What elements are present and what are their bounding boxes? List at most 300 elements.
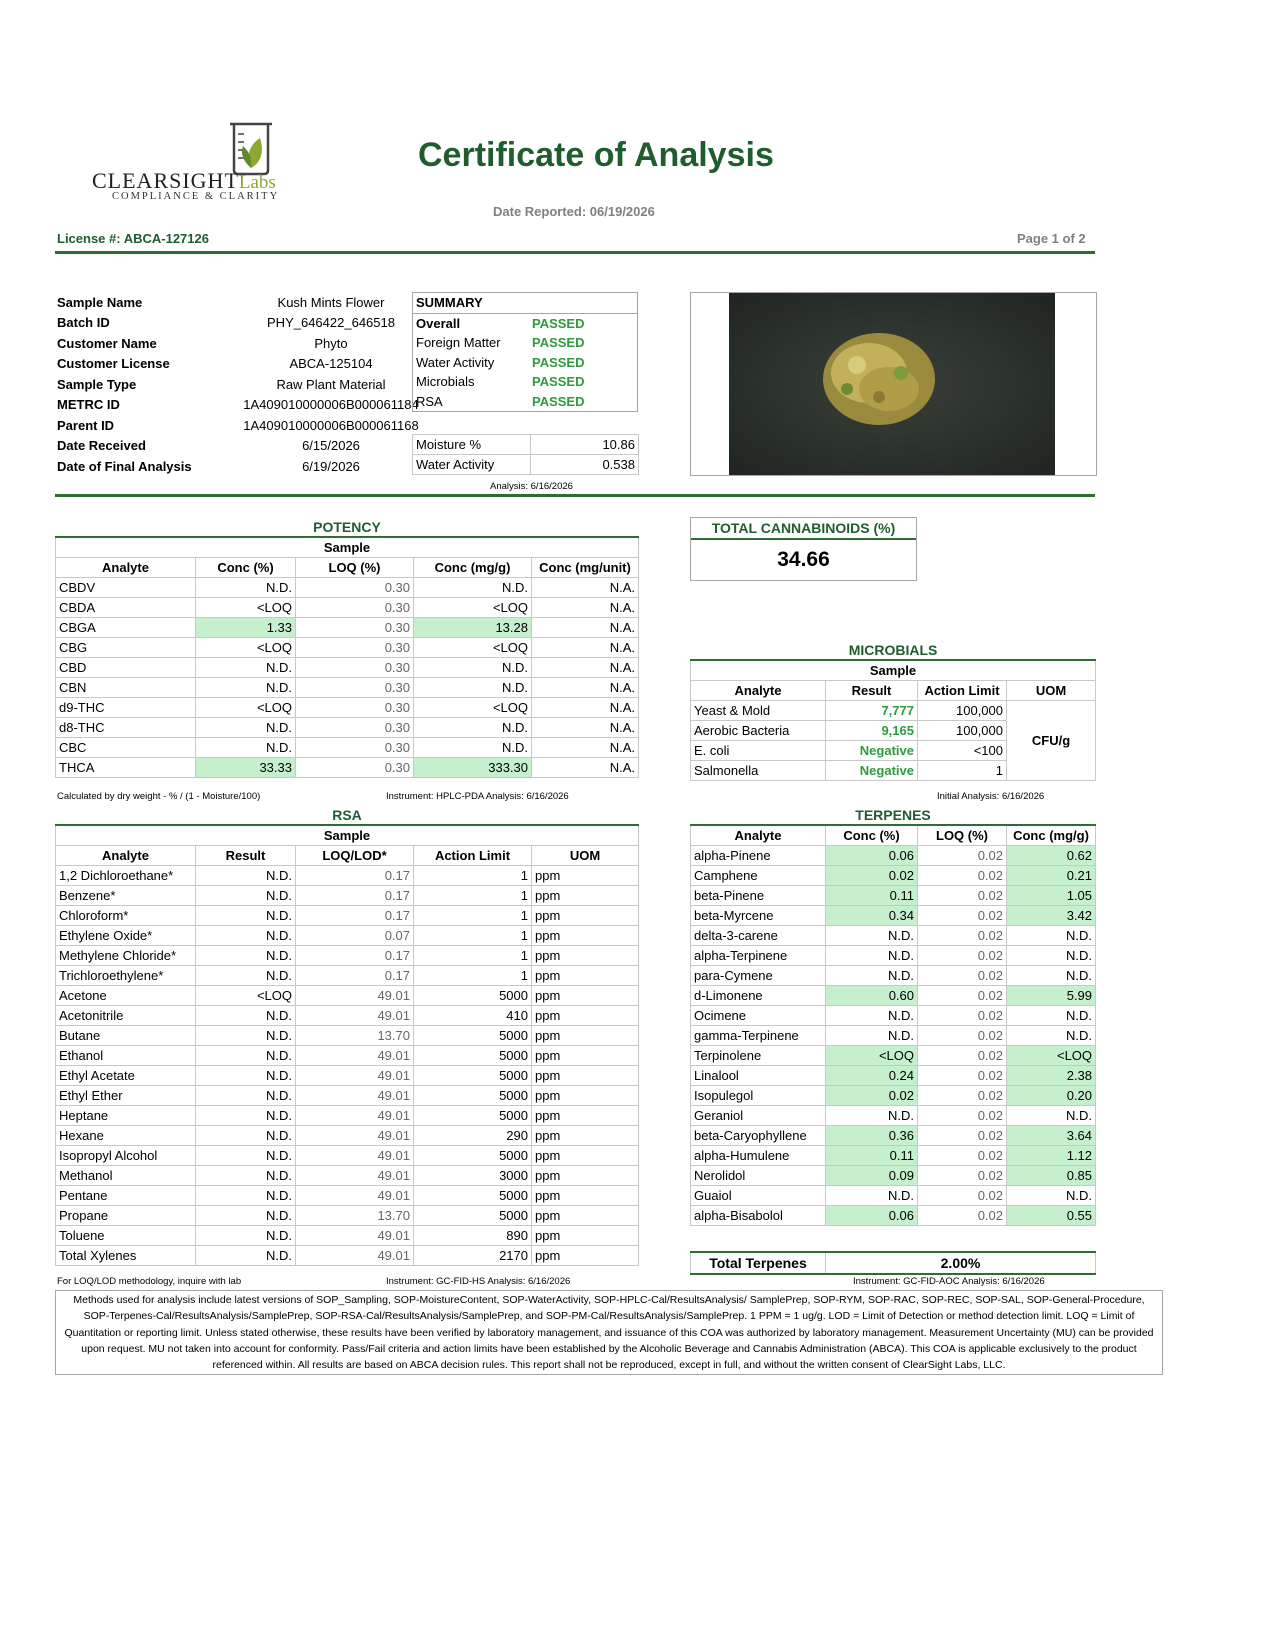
- total-cannabinoids-title: TOTAL CANNABINOIDS (%): [691, 518, 916, 540]
- rsa-limit: 890: [414, 1226, 532, 1246]
- rsa-analyte: Acetonitrile: [56, 1006, 196, 1026]
- potency-mgg: <LOQ: [414, 598, 532, 618]
- terpenes-mgg: 0.21: [1007, 866, 1096, 886]
- terpenes-col-header: Analyte: [691, 825, 826, 846]
- terpenes-conc: 0.11: [826, 1146, 918, 1166]
- terpenes-analyte: Linalool: [691, 1066, 826, 1086]
- rsa-limit: 410: [414, 1006, 532, 1026]
- rsa-loq: 49.01: [296, 1126, 414, 1146]
- terpenes-analyte: alpha-Humulene: [691, 1146, 826, 1166]
- terpenes-loq: 0.02: [918, 906, 1007, 926]
- rsa-uom: ppm: [532, 1186, 639, 1206]
- potency-conc: 1.33: [196, 618, 296, 638]
- potency-analyte: CBG: [56, 638, 196, 658]
- rsa-result: N.D.: [196, 1106, 296, 1126]
- header-rule: [55, 251, 1095, 254]
- page-title: Certificate of Analysis: [418, 136, 774, 174]
- microbials-col-header: Result: [826, 681, 918, 701]
- terpenes-row: [691, 866, 1096, 886]
- potency-mg-unit: N.A.: [532, 638, 639, 658]
- rsa-result: N.D.: [196, 866, 296, 886]
- potency-mgg: N.D.: [414, 718, 532, 738]
- summary-row: [413, 353, 638, 373]
- terpenes-mgg: N.D.: [1007, 926, 1096, 946]
- terpenes-col-header: Conc (mg/g): [1007, 825, 1096, 846]
- potency-loq: 0.30: [296, 738, 414, 758]
- microbials-limit: 100,000: [918, 721, 1007, 741]
- rsa-result: N.D.: [196, 1186, 296, 1206]
- rsa-row: [56, 986, 639, 1006]
- rsa-limit: 1: [414, 906, 532, 926]
- potency-mg-unit: N.A.: [532, 698, 639, 718]
- potency-mgg: N.D.: [414, 658, 532, 678]
- info-value: 1A409010000006B000061184: [243, 397, 419, 413]
- rsa-col-header: Analyte: [56, 846, 196, 866]
- rsa-row: [56, 1226, 639, 1246]
- terpenes-mgg: N.D.: [1007, 946, 1096, 966]
- logo-wordmark: CLEARSIGHTLabs: [92, 168, 276, 193]
- summary-status: PASSED: [532, 315, 585, 331]
- rsa-limit: 5000: [414, 1046, 532, 1066]
- rsa-limit: 3000: [414, 1166, 532, 1186]
- terpenes-loq: 0.02: [918, 886, 1007, 906]
- terpenes-row: [691, 986, 1096, 1006]
- rsa-note-right: Instrument: GC-FID-HS Analysis: 6/16/2026: [386, 1276, 571, 1287]
- summary-label: RSA: [416, 393, 443, 409]
- flower-bud-icon: [729, 293, 1055, 475]
- rsa-analyte: Toluene: [56, 1226, 196, 1246]
- potency-mgg: N.D.: [414, 578, 532, 598]
- terpenes-analyte: para-Cymene: [691, 966, 826, 986]
- rsa-analyte: Total Xylenes: [56, 1246, 196, 1266]
- rsa-loq: 13.70: [296, 1206, 414, 1226]
- terpenes-mgg: 0.62: [1007, 846, 1096, 866]
- terpenes-row: [691, 1126, 1096, 1146]
- summary-heading: SUMMARY: [413, 293, 638, 314]
- potency-title: POTENCY: [56, 517, 639, 537]
- terpenes-row: [691, 1186, 1096, 1206]
- rsa-row: [56, 886, 639, 906]
- potency-mgg: <LOQ: [414, 638, 532, 658]
- potency-analyte: THCA: [56, 758, 196, 778]
- rsa-row: [56, 866, 639, 886]
- water-activity-value: 0.538: [531, 455, 639, 475]
- summary-label: Foreign Matter: [416, 335, 501, 351]
- potency-analyte: CBD: [56, 658, 196, 678]
- terpenes-loq: 0.02: [918, 1026, 1007, 1046]
- summary-analysis-note: Analysis: 6/16/2026: [490, 481, 573, 492]
- terpenes-conc: 0.09: [826, 1166, 918, 1186]
- terpenes-col-header: LOQ (%): [918, 825, 1007, 846]
- terpenes-analyte: beta-Caryophyllene: [691, 1126, 826, 1146]
- rsa-result: N.D.: [196, 1006, 296, 1026]
- rsa-analyte: Ethyl Acetate: [56, 1066, 196, 1086]
- microbials-analyte: Aerobic Bacteria: [691, 721, 826, 741]
- rsa-result: N.D.: [196, 1046, 296, 1066]
- rsa-row: [56, 1206, 639, 1226]
- terpenes-loq: 0.02: [918, 986, 1007, 1006]
- terpenes-analyte: delta-3-carene: [691, 926, 826, 946]
- total-cannabinoids-value: 34.66: [777, 548, 830, 571]
- microbials-row: [691, 701, 1096, 721]
- terpenes-analyte: alpha-Bisabolol: [691, 1206, 826, 1226]
- rsa-limit: 5000: [414, 1186, 532, 1206]
- rsa-table: [55, 805, 639, 1266]
- page-number: Page 1 of 2: [1017, 231, 1086, 246]
- rsa-col-header: UOM: [532, 846, 639, 866]
- info-label: Date of Final Analysis: [57, 458, 192, 474]
- terpenes-mgg: <LOQ: [1007, 1046, 1096, 1066]
- rsa-row: [56, 926, 639, 946]
- potency-analyte: CBDA: [56, 598, 196, 618]
- rsa-row: [56, 1026, 639, 1046]
- microbials-analyte: E. coli: [691, 741, 826, 761]
- rsa-row: [56, 906, 639, 926]
- logo: [92, 122, 282, 204]
- potency-analyte: d9-THC: [56, 698, 196, 718]
- license-number: License #: ABCA-127126: [57, 231, 209, 246]
- microbials-analyte: Yeast & Mold: [691, 701, 826, 721]
- rsa-analyte: Ethanol: [56, 1046, 196, 1066]
- info-label: Sample Name: [57, 294, 143, 310]
- rsa-uom: ppm: [532, 886, 639, 906]
- potency-analyte: CBDV: [56, 578, 196, 598]
- potency-mg-unit: N.A.: [532, 718, 639, 738]
- terpenes-loq: 0.02: [918, 1186, 1007, 1206]
- rsa-loq: 49.01: [296, 1186, 414, 1206]
- terpenes-analyte: Geraniol: [691, 1106, 826, 1126]
- rsa-uom: ppm: [532, 1026, 639, 1046]
- summary-status: PASSED: [532, 374, 585, 390]
- terpenes-conc: N.D.: [826, 1186, 918, 1206]
- info-label: Sample Type: [57, 376, 137, 392]
- terpenes-row: [691, 1166, 1096, 1186]
- rsa-loq: 0.17: [296, 906, 414, 926]
- date-reported: Date Reported: 06/19/2026: [493, 204, 655, 219]
- rsa-loq: 49.01: [296, 1086, 414, 1106]
- rsa-result: N.D.: [196, 906, 296, 926]
- microbials-title: MICROBIALS: [691, 640, 1096, 660]
- potency-loq: 0.30: [296, 578, 414, 598]
- rsa-uom: ppm: [532, 1166, 639, 1186]
- rsa-limit: 1: [414, 946, 532, 966]
- sample-photo-frame: [690, 292, 1097, 476]
- rsa-uom: ppm: [532, 1066, 639, 1086]
- rsa-loq: 49.01: [296, 1246, 414, 1266]
- potency-analyte: d8-THC: [56, 718, 196, 738]
- microbials-table: [690, 640, 1096, 781]
- potency-loq: 0.30: [296, 698, 414, 718]
- info-label: Date Received: [57, 438, 146, 454]
- rsa-uom: ppm: [532, 1006, 639, 1026]
- rsa-row: [56, 1066, 639, 1086]
- terpenes-row: [691, 1006, 1096, 1026]
- terpenes-conc: N.D.: [826, 946, 918, 966]
- terpenes-mgg: 2.38: [1007, 1066, 1096, 1086]
- methods-disclaimer: Methods used for analysis include latest versions of SOP_Sampling, SOP-MoistureContent, SOP-WaterActivity, SOP-HPLC-Cal/ResultsAnalysis/ SamplePrep, SOP-RYM, SOP-RAC, SOP-REC, SOP-SAL, SOP-General-Procedure, SOP-Terpenes-Cal/ResultsAnalysis/SamplePrep, SOP-RSA-Cal/ResultsAnalysis/SamplePrep, and SOP-PM-Cal/ResultsAnalysis/SamplePrep. 1 PPM = 1 ug/g. LOD = Limit of Detection or method detection limit. LOQ = Limit of Quantitation or reporting limit. Unless stated otherwise, these results have been verified by laboratory management, and issuance of this COA was authorized by laboratory management. Measurement Uncertainty (MU) can be provided upon request. MU not taken into account for conformity. Pass/Fail criteria and action limits have been established by the Alcoholic Beverage and Cannabis Administration (ABCA). This COA is applicable exclusively to the product referenced within. All results are based on ABCA decision rules. This report shall not be reproduced, except in full, and without the written consent of ClearSight Labs, LLC.: [55, 1290, 1163, 1375]
- summary-row: [413, 333, 638, 353]
- moisture-value: 10.86: [531, 435, 639, 455]
- rsa-result: N.D.: [196, 926, 296, 946]
- terpenes-loq: 0.02: [918, 866, 1007, 886]
- rsa-uom: ppm: [532, 926, 639, 946]
- rsa-result: N.D.: [196, 1226, 296, 1246]
- rsa-limit: 5000: [414, 986, 532, 1006]
- sample-info-row: [55, 374, 453, 395]
- rsa-analyte: Acetone: [56, 986, 196, 1006]
- rsa-loq: 49.01: [296, 1006, 414, 1026]
- terpenes-row: [691, 1206, 1096, 1226]
- potency-row: [56, 758, 639, 778]
- potency-col-header: LOQ (%): [296, 558, 414, 578]
- terpenes-mgg: 3.42: [1007, 906, 1096, 926]
- potency-analyte: CBC: [56, 738, 196, 758]
- terpenes-loq: 0.02: [918, 966, 1007, 986]
- terpenes-note: Instrument: GC-FID-AOC Analysis: 6/16/2026: [853, 1276, 1045, 1287]
- info-value: PHY_646422_646518: [267, 315, 395, 331]
- rsa-limit: 1: [414, 866, 532, 886]
- terpenes-conc: 0.34: [826, 906, 918, 926]
- potency-col-header: Conc (%): [196, 558, 296, 578]
- terpenes-col-header: Conc (%): [826, 825, 918, 846]
- terpenes-loq: 0.02: [918, 1086, 1007, 1106]
- terpenes-conc: 0.11: [826, 886, 918, 906]
- info-value: 6/19/2026: [302, 458, 360, 474]
- rsa-result: N.D.: [196, 966, 296, 986]
- terpenes-loq: 0.02: [918, 946, 1007, 966]
- terpenes-analyte: Terpinolene: [691, 1046, 826, 1066]
- terpenes-conc: 0.36: [826, 1126, 918, 1146]
- microbials-analyte: Salmonella: [691, 761, 826, 781]
- rsa-analyte: Trichloroethylene*: [56, 966, 196, 986]
- rsa-uom: ppm: [532, 946, 639, 966]
- terpenes-conc: 0.60: [826, 986, 918, 1006]
- terpenes-analyte: beta-Pinene: [691, 886, 826, 906]
- rsa-analyte: Ethyl Ether: [56, 1086, 196, 1106]
- terpenes-analyte: Camphene: [691, 866, 826, 886]
- terpenes-conc: 0.06: [826, 1206, 918, 1226]
- terpenes-analyte: Guaiol: [691, 1186, 826, 1206]
- rsa-row: [56, 1246, 639, 1266]
- microbials-sample-heading: Sample: [691, 660, 1096, 681]
- potency-loq: 0.30: [296, 718, 414, 738]
- rsa-limit: 1: [414, 926, 532, 946]
- rsa-limit: 1: [414, 886, 532, 906]
- rsa-loq: 0.17: [296, 866, 414, 886]
- terpenes-row: [691, 1066, 1096, 1086]
- summary-status: PASSED: [532, 335, 585, 351]
- summary-status: PASSED: [532, 393, 585, 409]
- rsa-analyte: 1,2 Dichloroethane*: [56, 866, 196, 886]
- potency-row: [56, 718, 639, 738]
- potency-loq: 0.30: [296, 638, 414, 658]
- info-label: Customer Name: [57, 335, 157, 351]
- rsa-uom: ppm: [532, 1126, 639, 1146]
- info-label: METRC ID: [57, 397, 120, 413]
- sample-info-row: [55, 456, 453, 477]
- rsa-result: N.D.: [196, 1086, 296, 1106]
- potency-loq: 0.30: [296, 758, 414, 778]
- microbials-limit: 1: [918, 761, 1007, 781]
- terpenes-mgg: N.D.: [1007, 1186, 1096, 1206]
- terpenes-mgg: 1.12: [1007, 1146, 1096, 1166]
- rsa-limit: 5000: [414, 1206, 532, 1226]
- logo-tagline: COMPLIANCE & CLARITY: [112, 191, 280, 202]
- rsa-analyte: Butane: [56, 1026, 196, 1046]
- terpenes-analyte: beta-Myrcene: [691, 906, 826, 926]
- total-cannabinoids-box: [690, 517, 917, 581]
- potency-conc: <LOQ: [196, 598, 296, 618]
- rsa-analyte: Methylene Chloride*: [56, 946, 196, 966]
- potency-mgg: 333.30: [414, 758, 532, 778]
- rsa-loq: 49.01: [296, 1066, 414, 1086]
- sample-info-row: [55, 354, 453, 375]
- rsa-row: [56, 946, 639, 966]
- sample-info-row: [55, 395, 453, 416]
- summary-table: [412, 292, 638, 412]
- terpenes-row: [691, 1026, 1096, 1046]
- rsa-limit: 5000: [414, 1106, 532, 1126]
- info-value: Phyto: [314, 335, 348, 351]
- potency-col-header: Conc (mg/unit): [532, 558, 639, 578]
- sample-info-row: [55, 415, 453, 436]
- potency-mgg: N.D.: [414, 678, 532, 698]
- terpenes-conc: N.D.: [826, 966, 918, 986]
- moisture-label: Moisture %: [413, 435, 531, 455]
- rsa-title: RSA: [56, 805, 639, 825]
- summary-row: [413, 372, 638, 392]
- terpenes-row: [691, 966, 1096, 986]
- info-label: Customer License: [57, 356, 170, 372]
- rsa-result: N.D.: [196, 1246, 296, 1266]
- rsa-loq: 0.17: [296, 946, 414, 966]
- rsa-analyte: Chloroform*: [56, 906, 196, 926]
- terpenes-row: [691, 1086, 1096, 1106]
- potency-row: [56, 658, 639, 678]
- potency-mg-unit: N.A.: [532, 738, 639, 758]
- microbials-result: Negative: [826, 741, 918, 761]
- rsa-analyte: Pentane: [56, 1186, 196, 1206]
- potency-row: [56, 738, 639, 758]
- terpenes-conc: 0.02: [826, 866, 918, 886]
- sample-info-row: [55, 436, 453, 457]
- summary-label: Water Activity: [416, 354, 495, 370]
- microbials-result: 7,777: [826, 701, 918, 721]
- summary-row: [413, 392, 638, 412]
- potency-row: [56, 678, 639, 698]
- rsa-row: [56, 1046, 639, 1066]
- rsa-loq: 49.01: [296, 1046, 414, 1066]
- rsa-row: [56, 966, 639, 986]
- terpenes-mgg: 5.99: [1007, 986, 1096, 1006]
- rsa-loq: 49.01: [296, 1106, 414, 1126]
- microbials-col-header: UOM: [1007, 681, 1096, 701]
- potency-conc: <LOQ: [196, 698, 296, 718]
- potency-note-right: Instrument: HPLC-PDA Analysis: 6/16/2026: [386, 791, 569, 802]
- sample-info-row: [55, 313, 453, 334]
- rsa-col-header: LOQ/LOD*: [296, 846, 414, 866]
- terpenes-row: [691, 886, 1096, 906]
- rsa-uom: ppm: [532, 1086, 639, 1106]
- rsa-sample-heading: Sample: [56, 825, 639, 846]
- rsa-limit: 290: [414, 1126, 532, 1146]
- rsa-limit: 1: [414, 966, 532, 986]
- rsa-row: [56, 1166, 639, 1186]
- rsa-row: [56, 1086, 639, 1106]
- rsa-result: N.D.: [196, 1026, 296, 1046]
- terpenes-loq: 0.02: [918, 926, 1007, 946]
- rsa-uom: ppm: [532, 1226, 639, 1246]
- potency-col-header: Conc (mg/g): [414, 558, 532, 578]
- info-value: 6/15/2026: [302, 438, 360, 454]
- sample-info-table: [55, 292, 453, 477]
- rsa-col-header: Action Limit: [414, 846, 532, 866]
- terpenes-loq: 0.02: [918, 1046, 1007, 1066]
- total-terpenes-value: 2.00%: [826, 1252, 1096, 1274]
- total-terpenes-table: [690, 1251, 1096, 1275]
- potency-loq: 0.30: [296, 618, 414, 638]
- rsa-limit: 5000: [414, 1086, 532, 1106]
- terpenes-row: [691, 1146, 1096, 1166]
- potency-mg-unit: N.A.: [532, 598, 639, 618]
- potency-loq: 0.30: [296, 598, 414, 618]
- terpenes-loq: 0.02: [918, 1006, 1007, 1026]
- terpenes-loq: 0.02: [918, 1146, 1007, 1166]
- potency-loq: 0.30: [296, 658, 414, 678]
- rsa-limit: 5000: [414, 1066, 532, 1086]
- rsa-limit: 5000: [414, 1026, 532, 1046]
- terpenes-row: [691, 1046, 1096, 1066]
- microbials-note: Initial Analysis: 6/16/2026: [937, 791, 1045, 802]
- info-value: Raw Plant Material: [276, 376, 386, 392]
- potency-row: [56, 698, 639, 718]
- microbials-col-header: Analyte: [691, 681, 826, 701]
- terpenes-loq: 0.02: [918, 1106, 1007, 1126]
- terpenes-conc: N.D.: [826, 1006, 918, 1026]
- potency-mg-unit: N.A.: [532, 578, 639, 598]
- summary-row: [413, 313, 638, 333]
- rsa-uom: ppm: [532, 1106, 639, 1126]
- terpenes-conc: 0.06: [826, 846, 918, 866]
- potency-conc: N.D.: [196, 738, 296, 758]
- rsa-result: N.D.: [196, 1166, 296, 1186]
- rsa-analyte: Heptane: [56, 1106, 196, 1126]
- rsa-loq: 0.17: [296, 886, 414, 906]
- terpenes-title: TERPENES: [691, 805, 1096, 825]
- rsa-uom: ppm: [532, 866, 639, 886]
- rsa-uom: ppm: [532, 966, 639, 986]
- terpenes-conc: N.D.: [826, 926, 918, 946]
- rsa-result: N.D.: [196, 886, 296, 906]
- rsa-loq: 49.01: [296, 1166, 414, 1186]
- water-activity-label: Water Activity: [413, 455, 531, 475]
- potency-conc: N.D.: [196, 678, 296, 698]
- rsa-result: N.D.: [196, 946, 296, 966]
- microbials-col-header: Action Limit: [918, 681, 1007, 701]
- terpenes-row: [691, 846, 1096, 866]
- rsa-row: [56, 1186, 639, 1206]
- rsa-uom: ppm: [532, 1046, 639, 1066]
- rsa-loq: 49.01: [296, 986, 414, 1006]
- microbials-limit: 100,000: [918, 701, 1007, 721]
- rsa-result: N.D.: [196, 1126, 296, 1146]
- rsa-analyte: Benzene*: [56, 886, 196, 906]
- info-label: Batch ID: [57, 315, 110, 331]
- rsa-loq: 13.70: [296, 1026, 414, 1046]
- rsa-uom: ppm: [532, 906, 639, 926]
- potency-conc: <LOQ: [196, 638, 296, 658]
- rsa-uom: ppm: [532, 1206, 639, 1226]
